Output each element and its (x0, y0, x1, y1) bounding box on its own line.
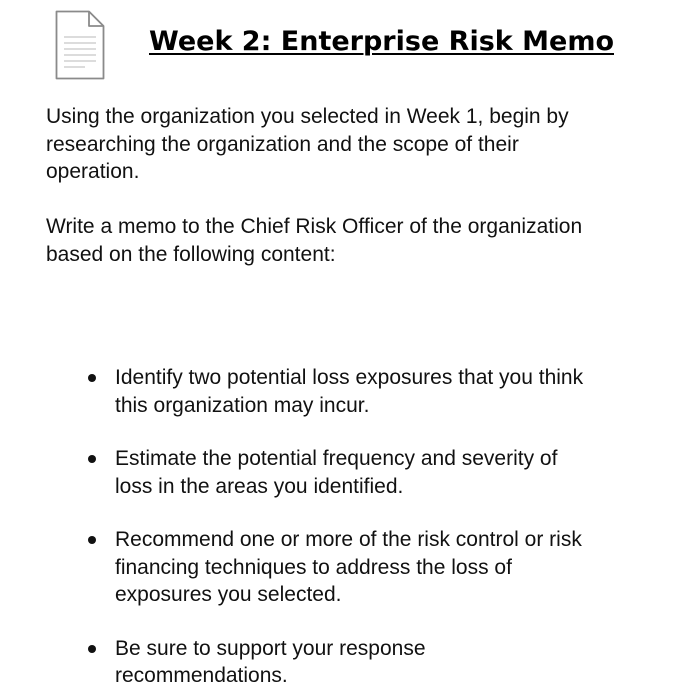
list-item-text: Estimate the potential frequency and severity of loss in the areas you identified. (115, 447, 558, 498)
list-item (0, 526, 595, 609)
bullet-icon (88, 536, 96, 544)
intro-paragraph: Using the organization you selected in Week 1, begin by researching the organization and the scope of their operation. (46, 105, 569, 183)
list-item-text: Recommend one or more of the risk control or risk financing techniques to address the loss of exposures you selected. (115, 528, 582, 606)
bullet-icon (88, 645, 96, 653)
list-item-text: Identify two potential loss exposures that you think this organization may incur. (115, 366, 584, 417)
list-item (0, 635, 595, 690)
document-icon (55, 10, 105, 80)
list-item-text: Be sure to support your response recommendations. (115, 636, 426, 687)
instruction-paragraph: Write a memo to the Chief Risk Officer of the organization based on the following content: (46, 215, 583, 266)
list-item (0, 445, 595, 500)
bullet-icon (88, 374, 96, 382)
requirements-list (0, 364, 595, 690)
bullet-icon (88, 455, 96, 463)
list-item (0, 364, 595, 419)
page-title: Week 2: Enterprise Risk Memo (149, 26, 614, 57)
